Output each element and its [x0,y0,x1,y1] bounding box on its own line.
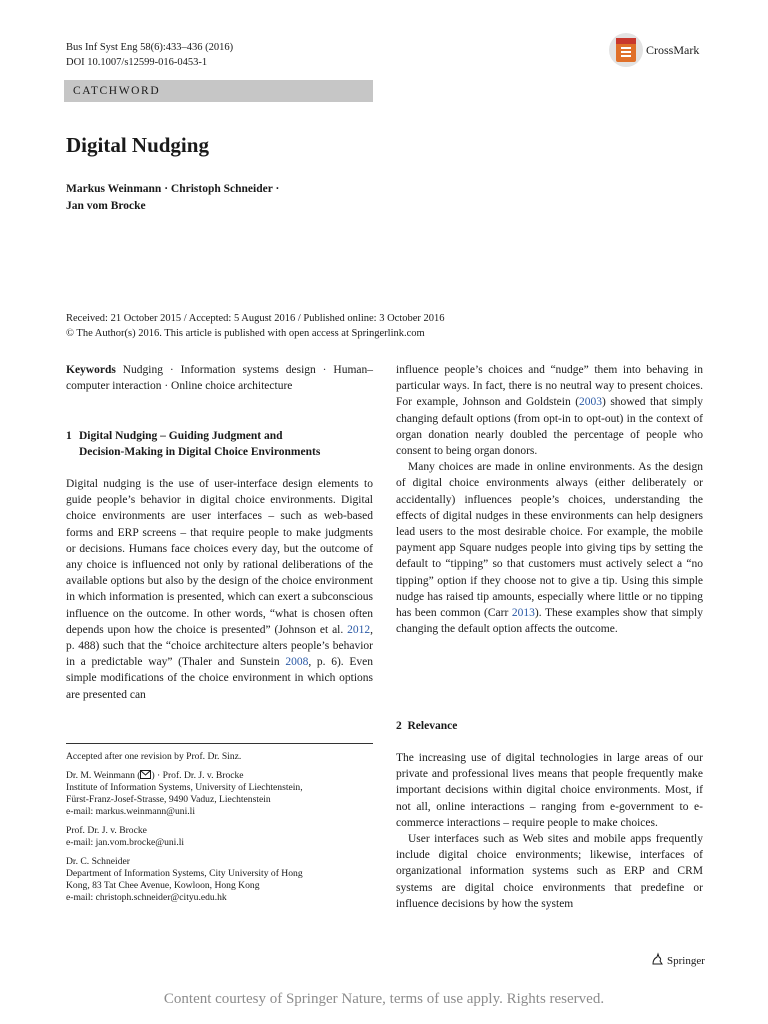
section-1-heading [66,428,373,460]
section-1-paragraph [66,476,373,703]
text-run: Many choices are made in online environments. As the design of digital choice environments always (either deliberately or accidentally) influences people’s choices, understanding the effects of digital nudges in these environments can help designers lead users to the most desirable choice. For example, the mobile payment app Square nudges people into giving tips by setting the default to “tipping” so that customers must actively select a “no tipping” option if they choose not to give a tip. Using this simple nudge has raised tip amounts, especially where little or no tipping has been common (Carr [396,461,703,620]
citation-link[interactable]: 2012 [347,623,371,636]
affiliation-2 [66,825,373,849]
text-run: ). These examples show that simply changing the default option affects the outcome. [396,607,704,636]
history-dates: Received: 21 October 2015 / Accepted: 5 August 2016 / Published online: 3 October 2016 [66,313,445,324]
affiliation-1 [66,770,373,818]
paragraph [396,362,703,459]
springer-label: Springer [667,954,705,967]
crossmark-badge[interactable] [609,31,719,69]
keywords-label: Keywords [66,364,116,376]
crossmark-label: CrossMark [646,42,700,57]
catchword-bar: CATCHWORD [64,80,373,102]
text-run: ) · Prof. Dr. J. v. Brocke [151,770,244,781]
citation-link[interactable]: 2013 [511,607,535,620]
envelope-icon[interactable] [140,770,151,781]
springer-horse-icon [650,952,664,969]
section-1-number: 1 [66,430,72,442]
paragraph: User interfaces such as Web sites and mobile apps frequently include digital choice environments; likewise, interfaces of organizational information systems such as ERP and CRM systems are digital choice environments that predefine or influence decisions by how the system [396,833,703,910]
publication-dates [66,311,445,341]
text-run: Dr. C. Schneider [66,856,130,867]
section-1-title-line-2: Decision-Making in Digital Choice Environments [79,446,321,458]
section-2-number: 2 [396,720,402,732]
text-run: influence people’s choices and “nudge” them into behaving in particular ways. In fact, there is no neutral way to present choices. For example, Johnson and Goldstein ( [396,364,703,409]
citation-link[interactable]: 2003 [579,396,603,409]
authors [66,181,279,215]
text-run: Prof. Dr. J. v. Brocke [66,825,147,836]
section-2-body [396,750,703,912]
right-column-body [396,362,703,637]
email-schneider[interactable]: e-mail: christoph.schneider@cityu.edu.hk [66,892,227,903]
email-weinmann[interactable]: e-mail: markus.weinmann@uni.li [66,806,195,817]
text-run: , p. 6). Even simple modifications of the choice environment in which options are presented can [66,656,373,701]
text-run: Institute of Information Systems, University of Liechtenstein, [66,782,303,793]
section-2-heading [396,718,703,734]
affiliation-3 [66,856,373,904]
doi[interactable]: DOI 10.1007/s12599-016-0453-1 [66,57,208,68]
text-run: , p. 488) such that the “choice architecture alters people’s behavior in a predictable way” (Thaler and Sunstein [66,623,373,669]
text-run: Fürst-Franz-Josef-Strasse, 9490 Vaduz, Liechtenstein [66,794,271,805]
journal-meta [66,40,233,70]
text-run: Digital nudging is the use of user-interface design elements to guide people’s behavior in digital choice environments. Digital choice environments are user interfaces – such as web-based forms and ERP screens – that require people to make judgments or decisions. Humans face choices every day, but the outcome of any choice is influenced not only by rational deliberations of the available options but also by the design of the choice environment in which information is presented, which can exert a subconscious influence on the outcome. In other words, “what is chosen often depends upon how the choice is presented” (Johnson et al. [66,478,373,636]
citation-link[interactable]: 2008 [285,656,309,669]
paragraph [396,459,703,637]
keywords [66,362,373,394]
section-2-title: Relevance [407,720,458,732]
text-run: Department of Information Systems, City University of Hong [66,868,303,879]
footnote-divider [66,743,373,744]
license-note: © The Author(s) 2016. This article is published with open access at Springerlink.com [66,328,425,339]
text-run: Dr. M. Weinmann ( [66,770,141,781]
springer-logo [650,952,705,969]
courtesy-footer: Content courtesy of Springer Nature, terms of use apply. Rights reserved. [163,991,605,1007]
paragraph: The increasing use of digital technologies in large areas of our private and professional lives means that people frequently make important decisions within digital choice environments. Most, if not all, online interactions – ranging from e-government to e-commerce interactions – require people to make choices. [396,752,703,829]
article-title: Digital Nudging [66,133,209,157]
text-run: Kong, 83 Tat Chee Avenue, Kowloon, Hong Kong [66,880,260,891]
keywords-text: Nudging · Information systems design · Human–computer interaction · Online choice architecture [66,364,374,393]
email-brocke[interactable]: e-mail: jan.vom.brocke@uni.li [66,837,185,848]
authors-line-2: Jan vom Brocke [66,200,146,212]
authors-line-1: Markus Weinmann · Christoph Schneider · [66,183,280,195]
footnotes [66,751,373,911]
journal-citation: Bus Inf Syst Eng 58(6):433–436 (2016) [66,42,234,53]
section-1-body [66,476,373,703]
accepted-note: Accepted after one revision by Prof. Dr. Sinz. [66,751,242,762]
section-1-title-line-1: Digital Nudging – Guiding Judgment and [79,430,283,442]
crossmark-icon [609,33,643,67]
text-run: ) showed that simply changing default options (from opt-in to opt-out) in the context of organ donation nearly doubled the percentage of people who consent to being organ donors. [396,396,703,458]
